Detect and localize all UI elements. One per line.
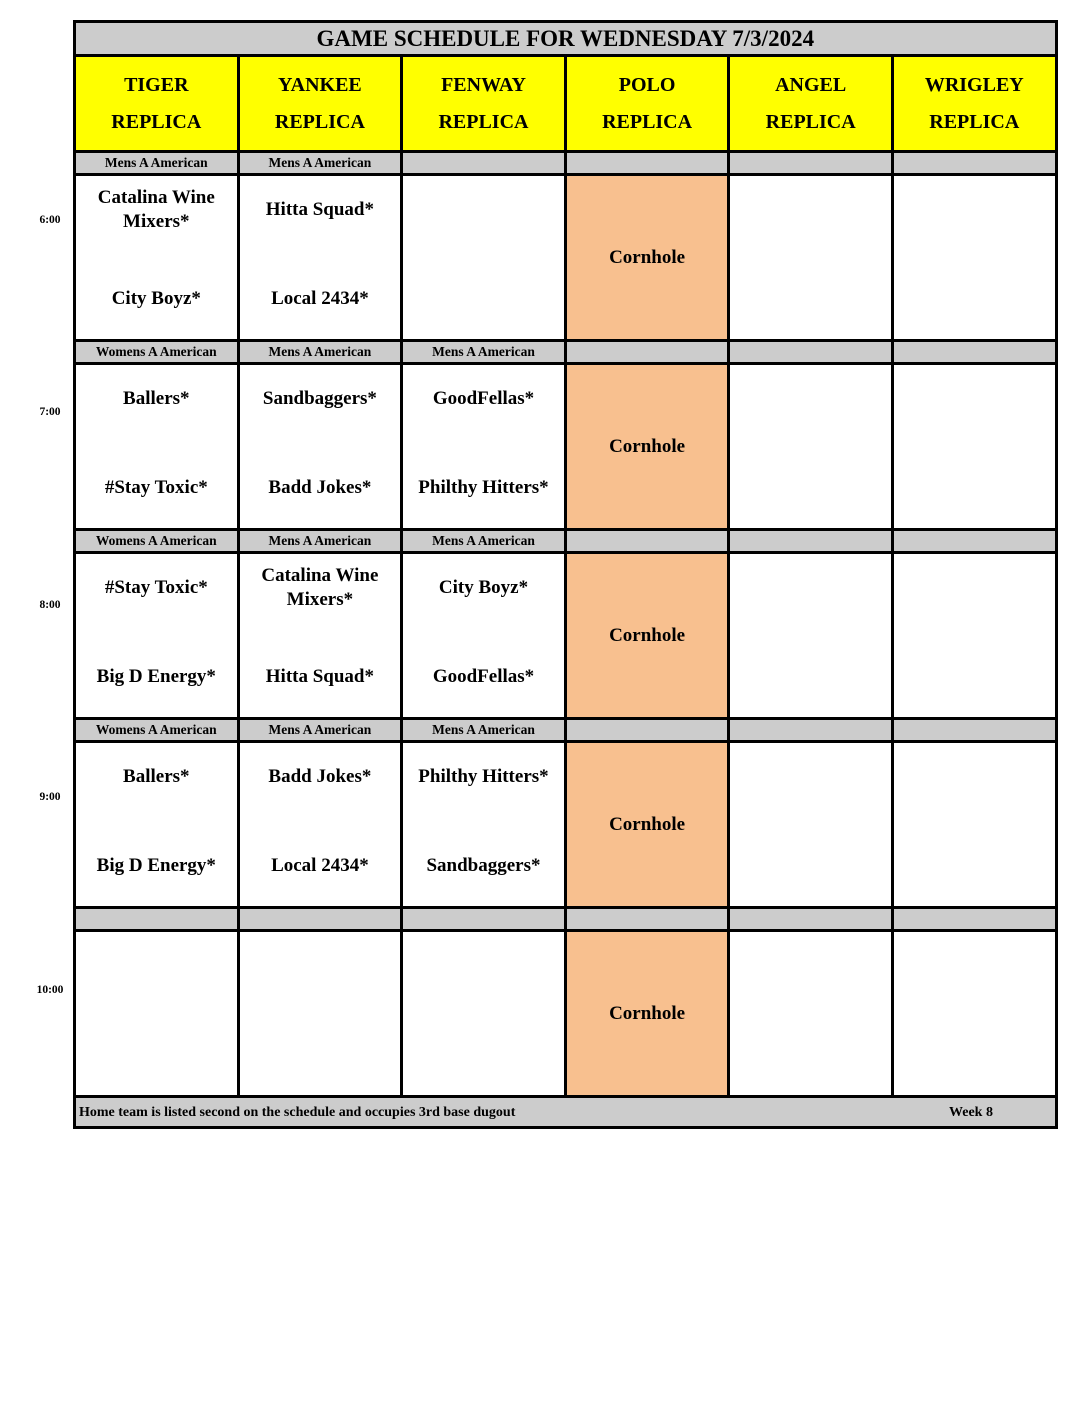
game-cell (729, 931, 893, 1097)
home-team: Big D Energy* (96, 666, 216, 687)
time-label: 7:00 (39, 406, 61, 418)
home-team (80, 1031, 233, 1079)
home-team (734, 842, 887, 890)
game-cell (75, 931, 239, 1097)
game-cell (892, 364, 1056, 530)
field-header-wrigley (892, 56, 1056, 152)
home-team (898, 464, 1051, 512)
cornhole-cell: Cornhole (565, 175, 729, 341)
game-cell (729, 553, 893, 719)
away-team (898, 186, 1051, 234)
away-team (734, 564, 887, 612)
division-label (892, 530, 1056, 553)
home-team (244, 1031, 397, 1079)
game-cell (75, 175, 239, 341)
home-team (734, 653, 887, 701)
away-team (407, 186, 560, 234)
home-team (898, 653, 1051, 701)
home-team: Local 2434* (271, 288, 369, 309)
field-header-fenway (402, 56, 566, 152)
game-cell (402, 931, 566, 1097)
away-team: Hitta Squad* (265, 199, 374, 220)
home-team (898, 275, 1051, 323)
away-team (244, 942, 397, 990)
game-cell (729, 175, 893, 341)
home-team: Hitta Squad* (265, 666, 374, 687)
home-team: Big D Energy* (96, 855, 216, 876)
away-team (898, 753, 1051, 801)
field-type: REPLICA (765, 110, 856, 133)
away-team: Philthy Hitters* (418, 766, 549, 787)
home-team (734, 464, 887, 512)
home-team (898, 1031, 1051, 1079)
home-team (407, 275, 560, 323)
field-type: REPLICA (929, 110, 1020, 133)
away-team (80, 942, 233, 990)
game-cell (75, 364, 239, 530)
away-team: Catalina Wine Mixers* (261, 565, 379, 610)
division-label (238, 908, 402, 931)
field-type: REPLICA (111, 110, 202, 133)
game-cell (402, 175, 566, 341)
cornhole-cell: Cornhole (565, 553, 729, 719)
division-label (565, 152, 729, 175)
division-label (402, 908, 566, 931)
game-cell (892, 931, 1056, 1097)
home-team: Sandbaggers* (426, 855, 541, 876)
game-cell (238, 742, 402, 908)
field-name: FENWAY (441, 73, 526, 96)
division-label (729, 152, 893, 175)
away-team (734, 186, 887, 234)
game-cell (238, 931, 402, 1097)
game-cell (402, 742, 566, 908)
footer-row (75, 1097, 1057, 1128)
field-name: POLO (618, 73, 676, 96)
division-label (565, 908, 729, 931)
division-label: Mens A American (402, 530, 566, 553)
away-team (734, 375, 887, 423)
field-type: REPLICA (274, 110, 365, 133)
away-team: City Boyz* (438, 577, 529, 598)
week-label: Week 8 (949, 1105, 993, 1120)
game-cell (238, 364, 402, 530)
division-label (729, 908, 893, 931)
game-cell (729, 364, 893, 530)
home-team: Philthy Hitters* (418, 477, 549, 498)
field-name: WRIGLEY (924, 73, 1024, 96)
game-cell (402, 364, 566, 530)
game-row (75, 175, 1057, 341)
home-team (734, 275, 887, 323)
home-team: Local 2434* (271, 855, 369, 876)
cornhole-cell: Cornhole (565, 931, 729, 1097)
away-team (898, 942, 1051, 990)
home-team: City Boyz* (111, 288, 201, 309)
division-label: Womens A American (75, 530, 239, 553)
division-row (75, 719, 1057, 742)
game-cell (75, 553, 239, 719)
game-cell (729, 742, 893, 908)
field-header-yankee (238, 56, 402, 152)
division-row (75, 908, 1057, 931)
division-row (75, 341, 1057, 364)
field-header-tiger (75, 56, 239, 152)
away-team (898, 564, 1051, 612)
game-cell (892, 742, 1056, 908)
game-cell (892, 553, 1056, 719)
away-team: GoodFellas* (432, 388, 535, 409)
division-row (75, 152, 1057, 175)
page-title: GAME SCHEDULE FOR WEDNESDAY 7/3/2024 (75, 22, 1057, 56)
division-label (565, 719, 729, 742)
home-team: GoodFellas* (432, 666, 535, 687)
division-label: Mens A American (75, 152, 239, 175)
away-team: #Stay Toxic* (104, 577, 208, 598)
division-label: Mens A American (238, 530, 402, 553)
division-label: Mens A American (238, 719, 402, 742)
away-team: Catalina Wine Mixers* (97, 187, 215, 232)
game-row (75, 553, 1057, 719)
time-label: 9:00 (39, 791, 61, 803)
game-cell (402, 553, 566, 719)
field-type: REPLICA (438, 110, 529, 133)
home-team (734, 1031, 887, 1079)
away-team (898, 375, 1051, 423)
division-label (892, 719, 1056, 742)
time-label: 6:00 (39, 214, 61, 226)
home-team: #Stay Toxic* (104, 477, 208, 498)
division-row (75, 530, 1057, 553)
division-label: Mens A American (238, 341, 402, 364)
division-label: Mens A American (238, 152, 402, 175)
division-label (402, 152, 566, 175)
game-row (75, 931, 1057, 1097)
division-label (729, 719, 893, 742)
field-name: YANKEE (278, 73, 362, 96)
division-label (892, 908, 1056, 931)
game-cell (238, 553, 402, 719)
away-team (734, 942, 887, 990)
game-row (75, 364, 1057, 530)
division-label: Mens A American (402, 719, 566, 742)
time-label: 8:00 (39, 599, 61, 611)
division-label (892, 152, 1056, 175)
division-label (75, 908, 239, 931)
game-cell (75, 742, 239, 908)
home-team: Badd Jokes* (268, 477, 372, 498)
home-team-note: Home team is listed second on the schedule and occupies 3rd base dugout (79, 1105, 516, 1120)
field-name: TIGER (124, 73, 189, 96)
away-team (407, 942, 560, 990)
time-label: 10:00 (36, 984, 64, 996)
field-header-polo (565, 56, 729, 152)
division-label (729, 341, 893, 364)
game-cell (238, 175, 402, 341)
field-name: ANGEL (775, 73, 847, 96)
away-team: Sandbaggers* (262, 388, 377, 409)
division-label (729, 530, 893, 553)
away-team: Ballers* (123, 388, 190, 409)
home-team (898, 842, 1051, 890)
field-header-row (75, 56, 1057, 152)
field-type: REPLICA (602, 110, 693, 133)
game-cell (892, 175, 1056, 341)
game-row (75, 742, 1057, 908)
division-label (565, 530, 729, 553)
away-team: Badd Jokes* (268, 766, 372, 787)
footer-cell (75, 1097, 1057, 1128)
schedule-table (73, 20, 1058, 1129)
division-label: Womens A American (75, 341, 239, 364)
division-label: Mens A American (402, 341, 566, 364)
division-label (892, 341, 1056, 364)
division-label (565, 341, 729, 364)
field-header-angel (729, 56, 893, 152)
division-label: Womens A American (75, 719, 239, 742)
cornhole-cell: Cornhole (565, 742, 729, 908)
home-team (407, 1031, 560, 1079)
away-team (734, 753, 887, 801)
away-team: Ballers* (123, 766, 190, 787)
cornhole-cell: Cornhole (565, 364, 729, 530)
